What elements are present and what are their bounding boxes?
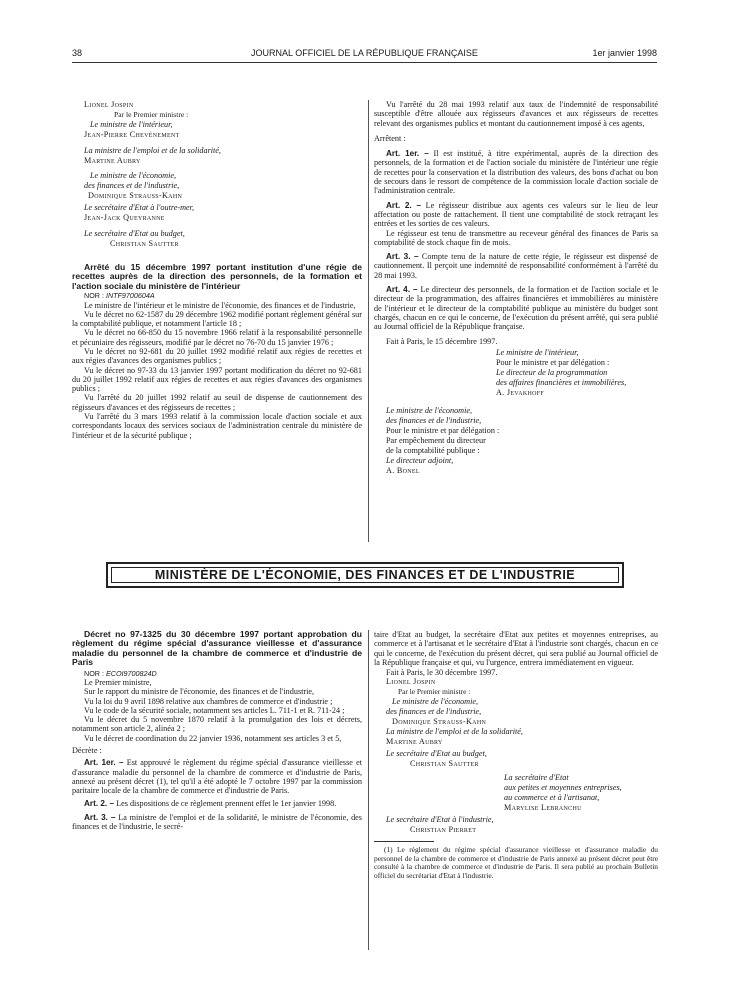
article-2 xyxy=(374,201,658,229)
signature-interior-name: Jean-Pierre Chevènement xyxy=(84,130,180,139)
ministry-banner-text: MINISTÈRE DE L'ÉCONOMIE, DES FINANCES ET DE L'INDUSTRIE xyxy=(111,567,619,583)
ministry-banner xyxy=(106,562,624,588)
signature-eco-title-2: des finances et de l'industrie, xyxy=(84,181,180,190)
article-3 xyxy=(72,813,362,832)
nor-label: NOR : xyxy=(84,668,104,678)
signature-delegation: Pour le ministre et par délégation : xyxy=(496,357,610,367)
nor-label: NOR : xyxy=(84,291,104,301)
paragraph: Vu la loi du 9 avril 1898 relative aux chambres de commerce et d'industrie ; xyxy=(84,696,333,706)
article-text: Il est institué, à titre expérimental, auprès de la direction des personnels, de la formation et de l'action sociale du ministère de l'intérieur une régie de recettes pour la conservation et la distribution des valeurs, des bons d'achat ou bon de secours dans le ressort de compétence de la commission locale d'action sociale de l'administration centrale. xyxy=(374,149,658,196)
signature-eco-title-1: Le ministre de l'économie, xyxy=(392,697,479,707)
article-label: Art. 2. – xyxy=(84,799,115,809)
signature-pm-name: Lionel Jospin xyxy=(386,677,436,687)
signature-emploi-name: Martine Aubry xyxy=(386,737,443,747)
bottom-right-column xyxy=(374,630,658,880)
signature-role: Le directeur adjoint, xyxy=(386,455,454,465)
signature-eco-title-2: des finances et de l'industrie, xyxy=(386,707,482,717)
article-text: Est approuvé le règlement du régime spécial d'assurance vieillesse et d'assurance maladie du personnel de la chambre de commerce et d'industrie de Paris, annexé au présent décret (1), tel qu'il a été adopté le 7 octobre 1997 par la commission paritaire locale de la chambre de commerce et d'industrie de Paris. xyxy=(72,758,362,796)
paragraph: Vu l'arrêté du 3 mars 1993 relatif à la commission locale d'action sociale et aux correspondants locaux des services sociaux de l'administration centrale du ministère de l'intérieur et de la sécurité publique ; xyxy=(72,412,362,440)
article-text: Compte tenu de la nature de cette régie, le régisseur est dispensé de cautionnement. Il perçoit une indemnité de responsabilité conformément à l'arrêté du 28 mai 1993. xyxy=(374,252,658,280)
article-3 xyxy=(374,252,658,280)
article-2 xyxy=(72,799,362,808)
paragraph: Vu le décret no 92-681 du 20 juillet 1992 modifié relatif aux régies de recettes et aux régies d'avances des organismes publics ; xyxy=(72,347,362,366)
fait-a-paris: Fait à Paris, le 30 décembre 1997. xyxy=(386,668,498,678)
header-rule xyxy=(72,62,657,63)
article-4 xyxy=(374,285,658,331)
nor-code: ECOI9700824D xyxy=(105,668,157,678)
article-label: Art. 3. – xyxy=(84,812,116,822)
article-1 xyxy=(374,149,658,195)
decrete-heading: Décrète : xyxy=(72,746,102,755)
signature-name: A. Bonel xyxy=(386,465,420,475)
signature-eco-title-1: Le ministre de l'économie, xyxy=(90,171,177,180)
nor-reference xyxy=(72,291,362,300)
signature-outremer-name: Jean-Jack Queyranne xyxy=(84,213,165,222)
top-left-column xyxy=(72,100,362,440)
article-text: Les dispositions de ce règlement prennent effet le 1er janvier 1998. xyxy=(116,799,337,809)
signature-industrie-title: Le secrétaire d'Etat à l'industrie, xyxy=(386,815,494,825)
signature-title: au commerce et à l'artisanat, xyxy=(504,793,600,803)
signature-block-pme xyxy=(374,773,658,813)
paragraph: Le ministre de l'intérieur et le ministre de l'économie, des finances et de l'industrie, xyxy=(84,300,356,310)
signature-par-pm: Par le Premier ministre : xyxy=(398,687,471,697)
bottom-left-column xyxy=(72,630,362,831)
column-divider xyxy=(368,100,369,542)
signature-empechement: Par empêchement du directeur xyxy=(386,435,486,445)
signature-outremer-title: Le secrétaire d'Etat à l'outre-mer, xyxy=(84,203,194,212)
paragraph: Vu le code de la sécurité sociale, notamment ses articles L. 711-1 et R. 711-24 ; xyxy=(84,705,345,715)
paragraph: Sur le rapport du ministre de l'économie, des finances et de l'industrie, xyxy=(84,687,315,697)
paragraph: Vu le décret de coordination du 22 janvier 1936, notamment ses articles 3 et 5, xyxy=(84,733,342,743)
article-label: Art. 2. – xyxy=(386,200,422,210)
page-number: 38 xyxy=(72,48,83,58)
signature-interior-title: Le ministre de l'intérieur, xyxy=(90,120,173,129)
paragraph: Le Premier ministre, xyxy=(84,677,152,687)
signature-budget-title: Le secrétaire d'Etat au budget, xyxy=(84,229,185,238)
fait-a-paris: Fait à Paris, le 15 décembre 1997. xyxy=(386,336,498,346)
article-label: Art. 3. – xyxy=(386,252,419,262)
article-1 xyxy=(72,758,362,795)
signature-budget-name: Christian Sautter xyxy=(110,239,179,248)
page-header xyxy=(72,48,657,62)
article-label: Art. 4. – xyxy=(386,285,418,295)
footnote: (1) Le règlement du régime spécial d'assurance vieillesse et d'assurance maladie du personnel de la chambre de commerce et d'industrie de Paris annexé au présent décret peut être consulté à la chambre de commerce et d'industrie de Paris. Il sera publié au prochain Bulletin officiel du secrétariat d'Etat à l'industrie. xyxy=(374,845,658,880)
article-label: Art. 1er. – xyxy=(84,758,124,768)
signature-eco-name: Dominique Strauss-Kahn xyxy=(88,191,183,200)
paragraph: Le régisseur est tenu de transmettre au receveur général des finances de Paris sa comptabilité de stock chaque fin de mois. xyxy=(374,228,658,247)
signature-delegation: Pour le ministre et par délégation : xyxy=(386,425,500,435)
paragraph: Vu l'arrêté du 28 mai 1993 relatif aux taux de l'indemnité de responsabilité susceptible d'être allouée aux régisseurs d'avances et aux régisseurs de recettes relevant des organismes publics et montant du cautionnement imposé à ces agents, xyxy=(374,100,658,128)
signature-title: des finances et de l'industrie, xyxy=(386,415,482,425)
signature-pm-name: Lionel Jospin xyxy=(84,100,134,109)
signature-emploi-title: La ministre de l'emploi et de la solidarité, xyxy=(84,146,221,155)
signature-title: La secrétaire d'Etat xyxy=(504,773,569,783)
signature-block-economie xyxy=(374,406,524,476)
signature-emploi-name: Martine Aubry xyxy=(84,156,141,165)
signature-emploi-title: La ministre de l'emploi et de la solidarité, xyxy=(386,727,523,737)
paragraph: Vu le décret du 5 novembre 1870 relatif à la promulgation des lois et décrets, notamment son article 2, alinéa 2 ; xyxy=(72,715,362,734)
signature-budget-name: Christian Sautter xyxy=(410,759,479,769)
article-text: La ministre de l'emploi et de la solidarité, le ministre de l'économie, des finances et de l'industrie, le secré- xyxy=(72,812,362,832)
signature-industrie-name: Christian Pierret xyxy=(410,825,477,835)
column-divider xyxy=(368,630,369,950)
paragraph: Vu le décret no 62-1587 du 29 décembre 1962 modifié portant règlement général sur la comptabilité publique, et notamment l'article 18 ; xyxy=(72,309,362,329)
article-text: Le directeur des personnels, de la formation et de l'action sociale et le directeur de la programmation, des affaires financières et immobilières au ministère de l'intérieur et le directeur de la comptabilité publique au ministère du budget sont chargés, chacun en ce qui le concerne, de l'exécution du présent arrêté, qui sera publié au Journal officiel de la République française. xyxy=(374,285,658,332)
nor-reference xyxy=(72,669,362,678)
nor-code: INTF9700604A xyxy=(105,291,155,301)
issue-date: 1er janvier 1998 xyxy=(592,48,657,58)
paragraph: Vu l'arrêté du 20 juillet 1992 relatif au seuil de dispense de cautionnement des régisseurs d'avances et des régisseurs de recettes ; xyxy=(72,393,362,412)
signature-par-pm: Par le Premier ministre : xyxy=(114,110,189,119)
signature-role: Le directeur de la programmation xyxy=(496,367,608,377)
signature-name: A. Jevakhoff xyxy=(496,387,545,397)
paragraph: taire d'Etat au budget, la secrétaire d'Etat aux petites et moyennes entreprises, au commerce et à l'artisanat et le secrétaire d'Etat à l'industrie sont chargés, chacun en ce qui le concerne, de l'exécution du présent décret, qui sera publié au Journal officiel de la République française et qui, vu l'urgence, entrera immédiatement en vigueur. xyxy=(374,630,658,667)
article-label: Art. 1er. – xyxy=(386,149,429,159)
signature-block-interieur xyxy=(374,348,658,398)
top-right-column xyxy=(374,100,658,476)
signature-name: Marylise Lebranchu xyxy=(504,803,582,813)
footnote-rule xyxy=(374,841,434,842)
signature-title: Le ministre de l'intérieur, xyxy=(496,347,579,357)
signature-role: des affaires financières et immobilières, xyxy=(496,377,627,387)
paragraph: Vu le décret no 97-33 du 13 janvier 1997 portant modification du décret no 92-681 du 20 juillet 1992 relatif aux régies de recettes et aux régies d'avances des organismes publics ; xyxy=(72,365,362,394)
decree-title-arrete: Arrêté du 15 décembre 1997 portant institution d'une régie de recettes auprès de la direction des personnels, de la formation et l'action sociale du ministère de l'intérieur xyxy=(72,262,362,291)
signature-title: aux petites et moyennes entreprises, xyxy=(504,783,622,793)
arretent-heading: Arrêtent : xyxy=(374,133,406,143)
decree-title-decret: Décret no 97-1325 du 30 décembre 1997 portant approbation du règlement du régime spécial d'assurance vieillesse et d'assurance maladie du personnel de la chambre de commerce et d'industrie de Paris xyxy=(72,629,362,668)
signature-budget-title: Le secrétaire d'Etat au budget, xyxy=(386,749,487,759)
paragraph: Vu le décret no 66-850 du 15 novembre 1966 relatif à la responsabilité personnelle et pécuniaire des régisseurs, modifié par le décret no 76-70 du 15 janvier 1976 ; xyxy=(72,328,362,347)
journal-title: JOURNAL OFFICIEL DE LA RÉPUBLIQUE FRANÇAISE xyxy=(251,48,478,58)
signature-empechement: de la comptabilité publique : xyxy=(386,445,480,455)
signature-eco-name: Dominique Strauss-Kahn xyxy=(392,717,487,727)
article-text: Le régisseur distribue aux agents ces valeurs sur le lieu de leur affectation ou poste de rattachement. Il tient une comptabilité de stock retraçant les entrées et les sorties de ces valeurs. xyxy=(374,200,659,229)
signature-title: Le ministre de l'économie, xyxy=(386,405,473,415)
